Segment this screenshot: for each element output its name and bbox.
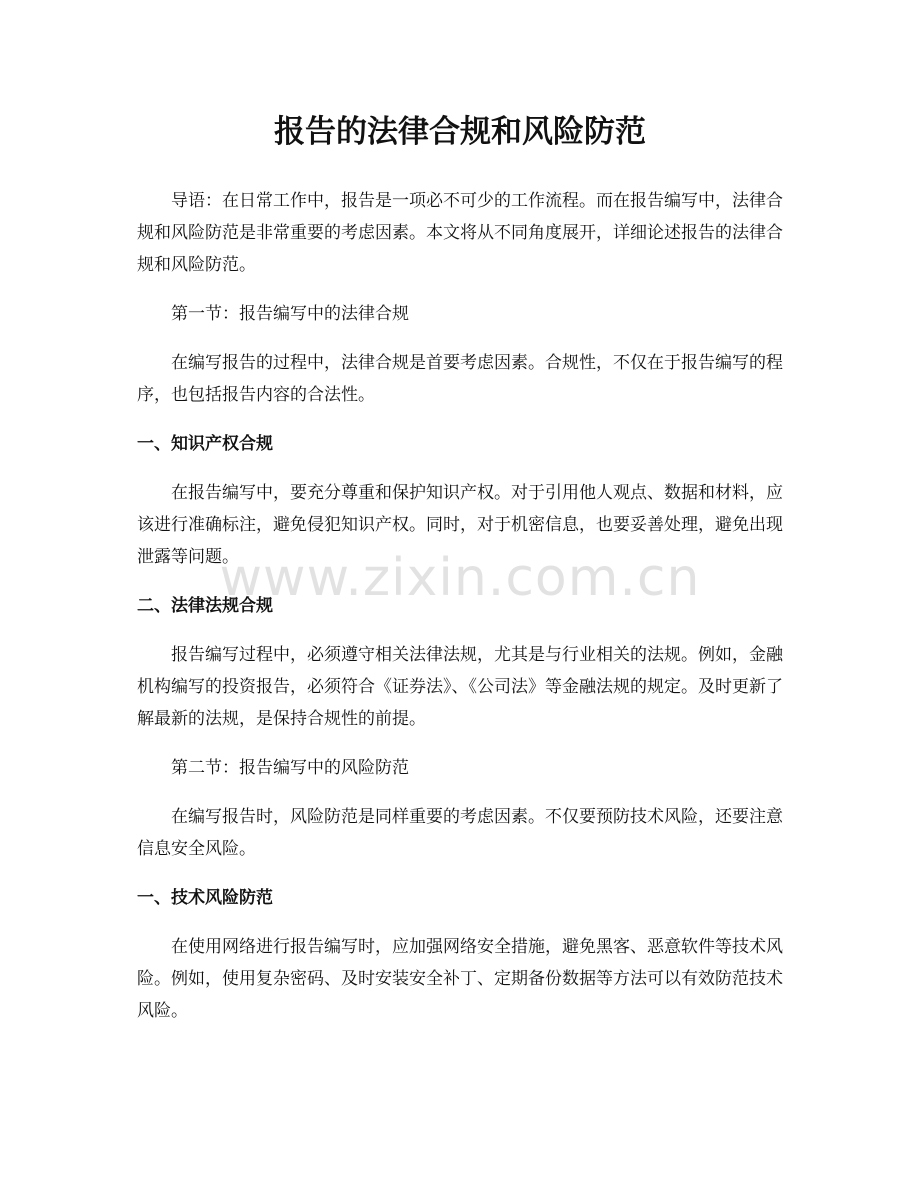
ip-compliance-paragraph: 在报告编写中，要充分尊重和保护知识产权。对于引用他人观点、数据和材料，应该进行准确标注，避免侵犯知识产权。同时，对于机密信息，也要妥善处理，避免出现泄露等问题。	[137, 483, 783, 567]
document-body	[137, 185, 783, 1044]
intro-paragraph: 导语：在日常工作中，报告是一项必不可少的工作流程。而在报告编写中，法律合规和风险防范是非常重要的考虑因素。本文将从不同角度展开，详细论述报告的法律合规和风险防范。	[137, 191, 783, 275]
law-compliance-paragraph: 报告编写过程中，必须遵守相关法律法规，尤其是与行业相关的法规。例如，金融机构编写的投资报告，必须符合《证券法》、《公司法》等金融法规的规定。及时更新了解最新的法规，是保持合规性的前提。	[137, 645, 783, 729]
section-2-heading: 第二节：报告编写中的风险防范	[171, 758, 409, 778]
subheading-law-compliance: 二、法律法规合规	[137, 596, 273, 616]
tech-risk-paragraph: 在使用网络进行报告编写时，应加强网络安全措施，避免黑客、恶意软件等技术风险。例如，使用复杂密码、及时安装安全补丁、定期备份数据等方法可以有效防范技术风险。	[137, 937, 783, 1021]
subheading-tech-risk: 一、技术风险防范	[137, 888, 273, 908]
watermark: www.zixin.com.cn	[219, 548, 701, 608]
subheading-ip-compliance: 一、知识产权合规	[137, 434, 273, 454]
section-1-heading: 第一节：报告编写中的法律合规	[171, 304, 409, 324]
section-1-paragraph: 在编写报告的过程中，法律合规是首要考虑因素。合规性，不仅在于报告编写的程序，也包括报告内容的合法性。	[137, 353, 783, 405]
section-2-paragraph: 在编写报告时，风险防范是同样重要的考虑因素。不仅要预防技术风险，还要注意信息安全风险。	[137, 807, 783, 859]
document-title: 报告的法律合规和风险防范	[274, 114, 646, 150]
